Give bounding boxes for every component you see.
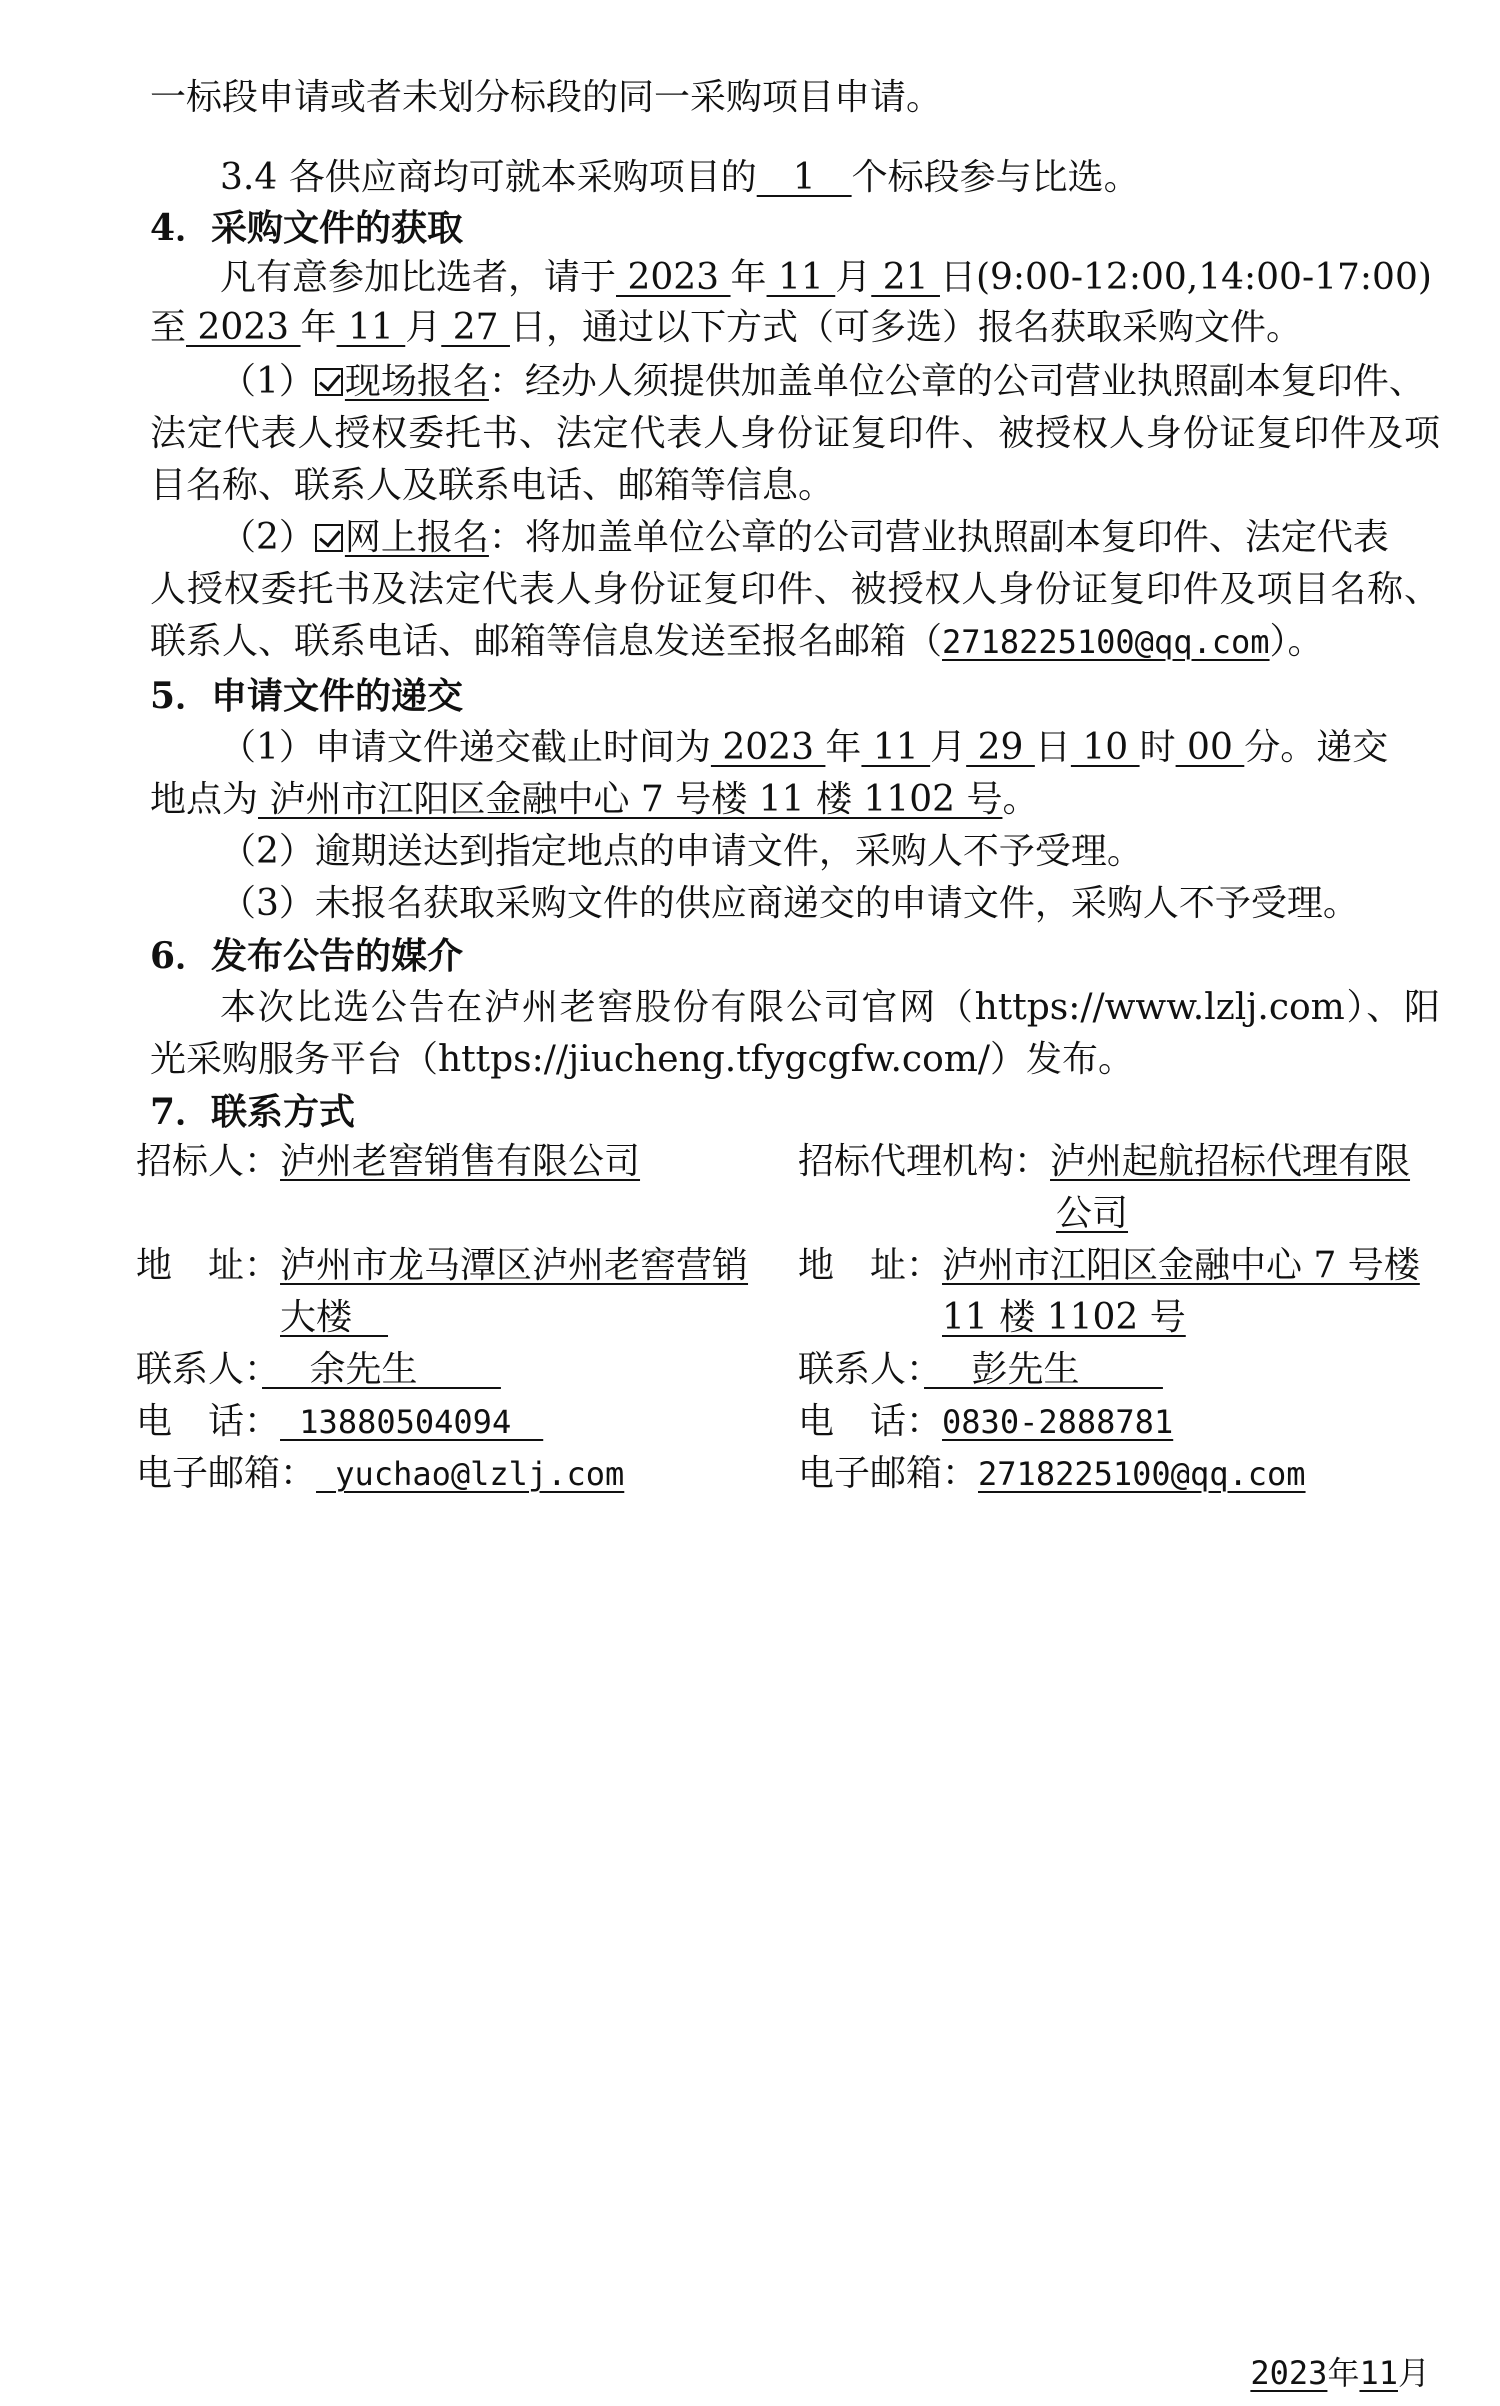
agent-address-row: 地 址：泸州市江阳区金融中心 7 号楼 [798,1245,1420,1286]
agent-phone-row: 电 话：0830-2888781 [798,1401,1174,1442]
onsite-registration-cont-2: 目名称、联系人及联系电话、邮箱等信息。 [150,465,835,506]
unregistered-clause: （3）未报名获取采购文件的供应商递交的申请文件，采购人不予受理。 [220,883,1359,924]
agent-row: 招标代理机构：泸州起航招标代理有限 [798,1141,1411,1182]
onsite-registration: （1） 现场报名：经办人须提供加盖单位公章的公司营业执照副本复印件、 [220,361,1425,402]
late-submission-clause: （2）逾期送达到指定地点的申请文件，采购人不予受理。 [220,831,1143,872]
clause-3-4: 3.4 各供应商均可就本采购项目的 1 个标段参与比选。 [220,157,1140,198]
agent-row-cont: 公司 [1056,1193,1129,1234]
submission-deadline: （1）申请文件递交截止时间为 2023 年 11 月 29 日 10 时 00 分。递交 [220,727,1389,768]
section-6-heading: 6．发布公告的媒介 [150,935,464,977]
section-7-heading: 7．联系方式 [150,1091,356,1133]
buyer-phone-row: 电 话： 13880504094 [136,1401,544,1442]
agent-email-row: 电子邮箱：2718225100@qq.com [798,1453,1306,1494]
registration-email: 2718225100@qq.com [942,623,1270,661]
online-registration: （2） 网上报名：将加盖单位公章的公司营业执照副本复印件、法定代表 [220,517,1389,558]
acquisition-period-line-2: 至 2023 年 11 月 27 日，通过以下方式（可多选）报名获取采购文件。 [150,307,1302,348]
buyer-row: 招标人：泸州老窖销售有限公司 [136,1141,641,1182]
submission-location: 地点为 泸州市江阳区金融中心 7 号楼 11 楼 1102 号。 [150,779,1039,820]
paragraph-continuation: 一标段申请或者未划分标段的同一采购项目申请。 [150,77,943,118]
onsite-registration-cont: 法定代表人授权委托书、法定代表人身份证复印件、被授权人身份证复印件及项 [150,413,1440,454]
buyer-email-row: 电子邮箱： yuchao@lzlj.com [136,1453,625,1494]
section-4-heading: 4．采购文件的获取 [150,207,464,249]
section-5-heading: 5．申请文件的递交 [150,675,464,717]
buyer-address-cont: 大楼 [280,1297,389,1338]
media-line-1: 本次比选公告在泸州老窖股份有限公司官网（https://www.lzlj.com）、阳 [220,987,1440,1028]
buyer-address-row: 地 址：泸州市龙马潭区泸州老窖营销 [136,1245,749,1286]
online-registration-cont: 人授权委托书及法定代表人身份证复印件、被授权人身份证复印件及项目名称、 [150,569,1440,610]
agent-contact-row: 联系人： 彭先生 [798,1349,1163,1390]
buyer-contact-row: 联系人： 余先生 [136,1349,501,1390]
section-count: 1 [756,157,852,198]
online-registration-cont-2: 联系人、联系电话、邮箱等信息发送至报名邮箱（2718225100@qq.com）。 [150,621,1324,662]
acquisition-period-line-1: 凡有意参加比选者，请于 2023 年 11 月 21 日(9:00-12:00,14:00-17:00) [220,257,1432,298]
checked-box-icon [315,368,343,396]
checked-box-icon [315,524,343,552]
agent-address-cont: 11 楼 1102 号 [942,1297,1186,1338]
media-line-2: 光采购服务平台（https://jiucheng.tfygcgfw.com/）发布。 [150,1039,1135,1080]
footer-date: 2023年11月 [1250,2354,1430,2392]
